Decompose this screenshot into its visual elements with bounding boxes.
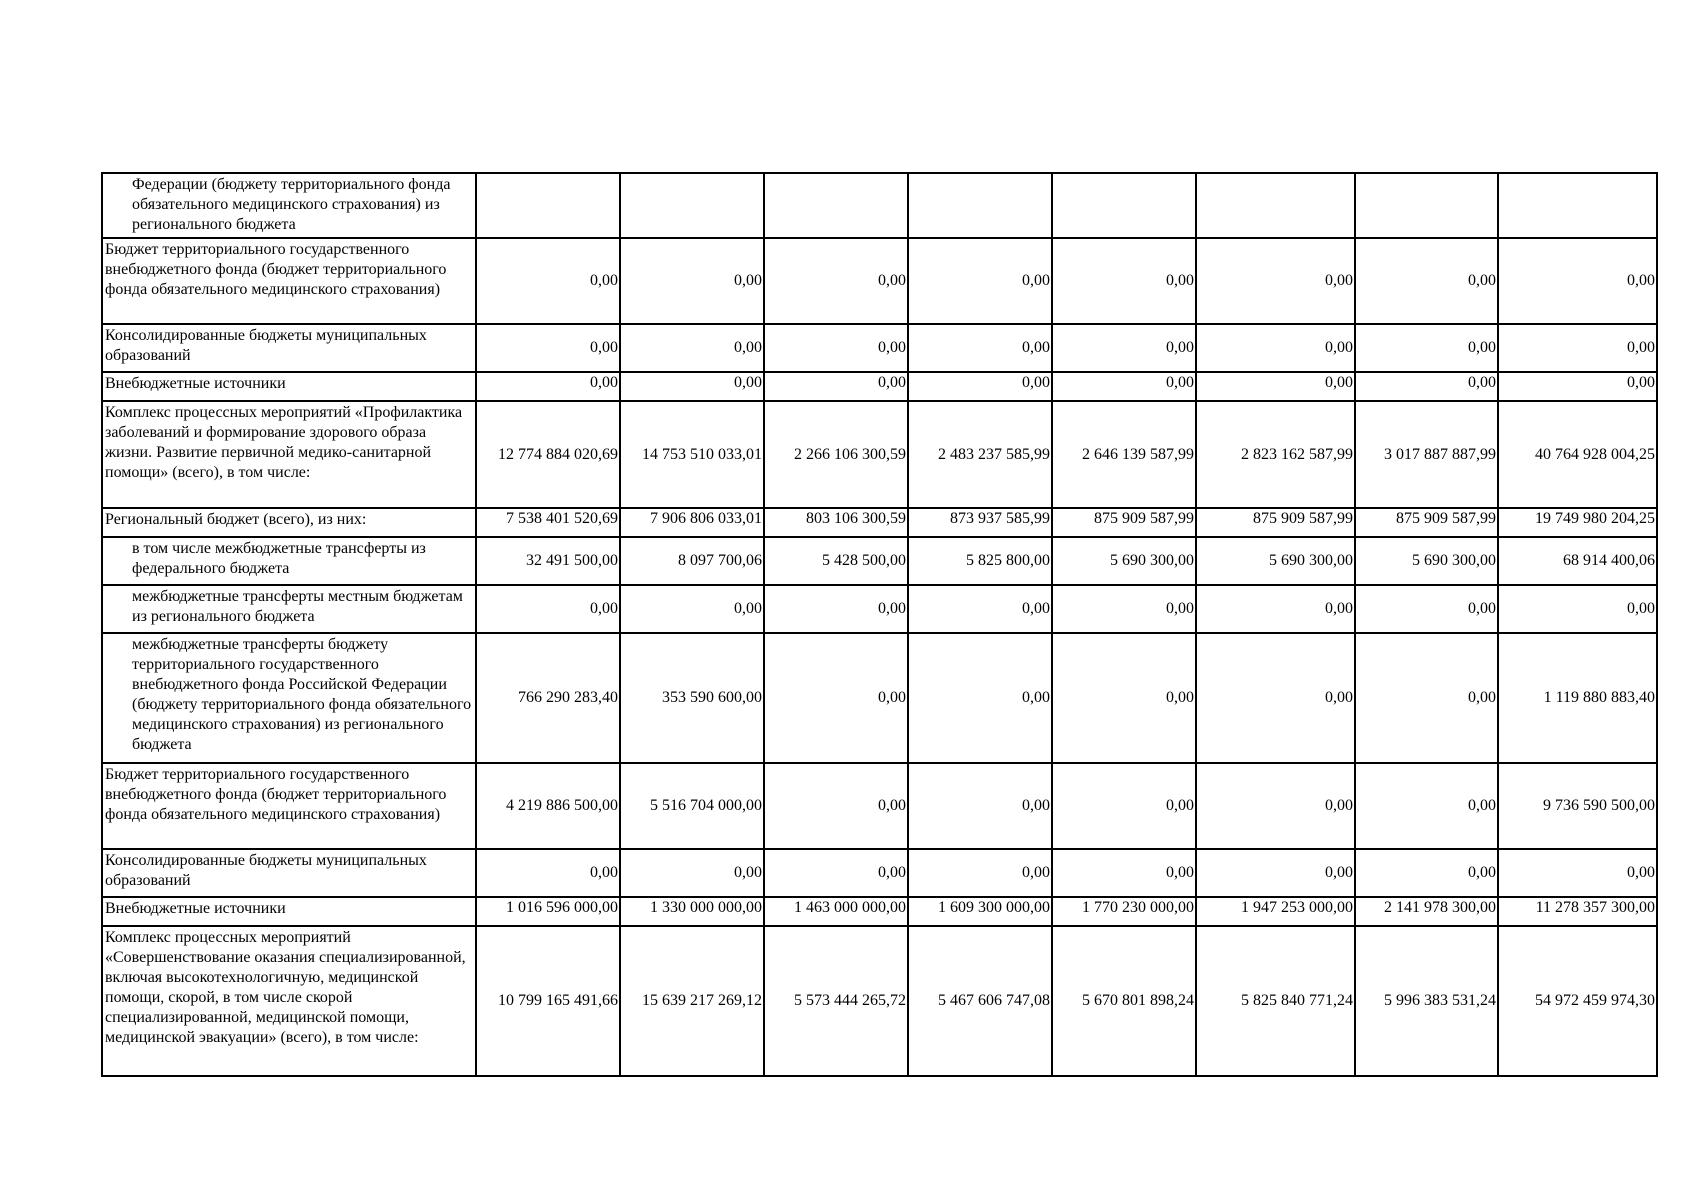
value-cell: 12 774 884 020,69 [476, 401, 620, 508]
value-cell: 1 609 300 000,00 [908, 897, 1052, 926]
value-cell: 873 937 585,99 [908, 508, 1052, 537]
value-cell: 0,00 [1498, 238, 1657, 324]
table-row [102, 173, 1657, 238]
value-cell: 353 590 600,00 [620, 633, 764, 763]
value-cell: 0,00 [620, 324, 764, 372]
value-cell: 0,00 [1355, 763, 1498, 849]
value-cell: 5 690 300,00 [1355, 537, 1498, 585]
value-cell: 0,00 [1196, 372, 1355, 401]
table-row [102, 537, 1657, 585]
value-cell: 2 483 237 585,99 [908, 401, 1052, 508]
value-cell: 5 573 444 265,72 [764, 926, 908, 1076]
value-cell [1052, 173, 1196, 238]
value-cell: 0,00 [1498, 849, 1657, 897]
value-cell: 0,00 [764, 238, 908, 324]
value-cell: 1 330 000 000,00 [620, 897, 764, 926]
value-cell: 5 825 840 771,24 [1196, 926, 1355, 1076]
value-cell: 0,00 [1196, 633, 1355, 763]
value-cell: 0,00 [1355, 372, 1498, 401]
row-label: Бюджет территориального государственного внебюджетного фонда (бюджет территориального фонда обязательного медицинского страхования) [102, 763, 476, 849]
value-cell: 2 141 978 300,00 [1355, 897, 1498, 926]
value-cell: 0,00 [764, 324, 908, 372]
value-cell: 875 909 587,99 [1355, 508, 1498, 537]
value-cell: 0,00 [1355, 585, 1498, 633]
row-label: Комплекс процессных мероприятий «Профилактика заболеваний и формирование здорового образа жизни. Развитие первичной медико-санитарной помощи» (всего), в том числе: [102, 401, 476, 508]
value-cell: 0,00 [620, 849, 764, 897]
table-row [102, 763, 1657, 849]
value-cell: 0,00 [620, 585, 764, 633]
value-cell: 0,00 [908, 633, 1052, 763]
value-cell: 0,00 [1355, 324, 1498, 372]
value-cell: 0,00 [764, 633, 908, 763]
row-label: Бюджет территориального государственного внебюджетного фонда (бюджет территориального фонда обязательного медицинского страхования) [102, 238, 476, 324]
row-label: Консолидированные бюджеты муниципальных образований [102, 849, 476, 897]
value-cell: 1 016 596 000,00 [476, 897, 620, 926]
value-cell: 5 690 300,00 [1196, 537, 1355, 585]
value-cell: 0,00 [476, 324, 620, 372]
value-cell: 0,00 [908, 849, 1052, 897]
table-row [102, 897, 1657, 926]
value-cell: 5 467 606 747,08 [908, 926, 1052, 1076]
value-cell: 1 947 253 000,00 [1196, 897, 1355, 926]
table-row [102, 585, 1657, 633]
value-cell: 5 428 500,00 [764, 537, 908, 585]
value-cell: 14 753 510 033,01 [620, 401, 764, 508]
row-label: Региональный бюджет (всего), из них: [102, 508, 476, 537]
value-cell: 5 670 801 898,24 [1052, 926, 1196, 1076]
budget-table [101, 172, 1658, 1077]
value-cell [1196, 173, 1355, 238]
value-cell: 15 639 217 269,12 [620, 926, 764, 1076]
value-cell: 2 646 139 587,99 [1052, 401, 1196, 508]
value-cell: 0,00 [1052, 585, 1196, 633]
value-cell: 0,00 [1052, 372, 1196, 401]
value-cell: 0,00 [908, 238, 1052, 324]
row-label: Федерации (бюджету территориального фонда обязательного медицинского страхования) из регионального бюджета [102, 173, 476, 238]
value-cell: 0,00 [476, 585, 620, 633]
value-cell: 0,00 [1052, 849, 1196, 897]
value-cell: 5 516 704 000,00 [620, 763, 764, 849]
table-body [102, 173, 1657, 1076]
value-cell: 0,00 [620, 372, 764, 401]
table-row [102, 849, 1657, 897]
row-label: межбюджетные трансферты местным бюджетам из регионального бюджета [102, 585, 476, 633]
value-cell: 0,00 [908, 372, 1052, 401]
value-cell: 0,00 [1052, 324, 1196, 372]
value-cell: 9 736 590 500,00 [1498, 763, 1657, 849]
value-cell [620, 173, 764, 238]
value-cell: 19 749 980 204,25 [1498, 508, 1657, 537]
value-cell: 0,00 [1498, 324, 1657, 372]
value-cell: 0,00 [1196, 324, 1355, 372]
value-cell: 7 538 401 520,69 [476, 508, 620, 537]
value-cell: 0,00 [1196, 585, 1355, 633]
row-label: в том числе межбюджетные трансферты из федерального бюджета [102, 537, 476, 585]
table-row [102, 324, 1657, 372]
value-cell: 68 914 400,06 [1498, 537, 1657, 585]
value-cell: 0,00 [1052, 633, 1196, 763]
value-cell: 0,00 [764, 763, 908, 849]
value-cell: 3 017 887 887,99 [1355, 401, 1498, 508]
value-cell: 0,00 [1355, 849, 1498, 897]
value-cell: 54 972 459 974,30 [1498, 926, 1657, 1076]
value-cell: 0,00 [1355, 238, 1498, 324]
row-label: межбюджетные трансферты бюджету территориального государственного внебюджетного фонда Российской Федерации (бюджету территориального фонда обязательного медицинского страхования) из регионального бюджета [102, 633, 476, 763]
value-cell: 0,00 [476, 372, 620, 401]
value-cell: 0,00 [764, 372, 908, 401]
value-cell [476, 173, 620, 238]
value-cell: 7 906 806 033,01 [620, 508, 764, 537]
table-row [102, 372, 1657, 401]
value-cell: 1 770 230 000,00 [1052, 897, 1196, 926]
value-cell: 766 290 283,40 [476, 633, 620, 763]
row-label: Внебюджетные источники [102, 372, 476, 401]
value-cell: 0,00 [1196, 849, 1355, 897]
table-row [102, 238, 1657, 324]
value-cell: 0,00 [908, 585, 1052, 633]
value-cell: 0,00 [1196, 238, 1355, 324]
value-cell: 0,00 [620, 238, 764, 324]
row-label: Комплекс процессных мероприятий «Совершенствование оказания специализированной, включая высокотехнологичную, медицинской помощи, скорой, в том числе скорой специализированной, медицинской помощи, медицинской эвакуации» (всего), в том числе: [102, 926, 476, 1076]
table-row [102, 926, 1657, 1076]
value-cell: 5 690 300,00 [1052, 537, 1196, 585]
value-cell: 8 097 700,06 [620, 537, 764, 585]
value-cell: 10 799 165 491,66 [476, 926, 620, 1076]
value-cell: 5 996 383 531,24 [1355, 926, 1498, 1076]
value-cell: 2 823 162 587,99 [1196, 401, 1355, 508]
value-cell: 5 825 800,00 [908, 537, 1052, 585]
value-cell: 875 909 587,99 [1196, 508, 1355, 537]
table-row [102, 508, 1657, 537]
row-label: Внебюджетные источники [102, 897, 476, 926]
value-cell: 0,00 [764, 585, 908, 633]
value-cell: 4 219 886 500,00 [476, 763, 620, 849]
value-cell: 0,00 [1052, 238, 1196, 324]
value-cell: 0,00 [1052, 763, 1196, 849]
value-cell: 0,00 [1355, 633, 1498, 763]
value-cell: 32 491 500,00 [476, 537, 620, 585]
value-cell: 0,00 [764, 849, 908, 897]
table-row [102, 401, 1657, 508]
value-cell: 0,00 [908, 324, 1052, 372]
value-cell: 2 266 106 300,59 [764, 401, 908, 508]
value-cell: 0,00 [1498, 585, 1657, 633]
value-cell: 0,00 [1196, 763, 1355, 849]
value-cell: 0,00 [1498, 372, 1657, 401]
row-label: Консолидированные бюджеты муниципальных образований [102, 324, 476, 372]
value-cell: 0,00 [908, 763, 1052, 849]
value-cell [1498, 173, 1657, 238]
value-cell: 0,00 [476, 238, 620, 324]
table-row [102, 633, 1657, 763]
value-cell: 40 764 928 004,25 [1498, 401, 1657, 508]
value-cell [908, 173, 1052, 238]
value-cell: 0,00 [476, 849, 620, 897]
value-cell: 875 909 587,99 [1052, 508, 1196, 537]
value-cell: 11 278 357 300,00 [1498, 897, 1657, 926]
value-cell: 803 106 300,59 [764, 508, 908, 537]
value-cell: 1 463 000 000,00 [764, 897, 908, 926]
value-cell: 1 119 880 883,40 [1498, 633, 1657, 763]
value-cell [764, 173, 908, 238]
value-cell [1355, 173, 1498, 238]
